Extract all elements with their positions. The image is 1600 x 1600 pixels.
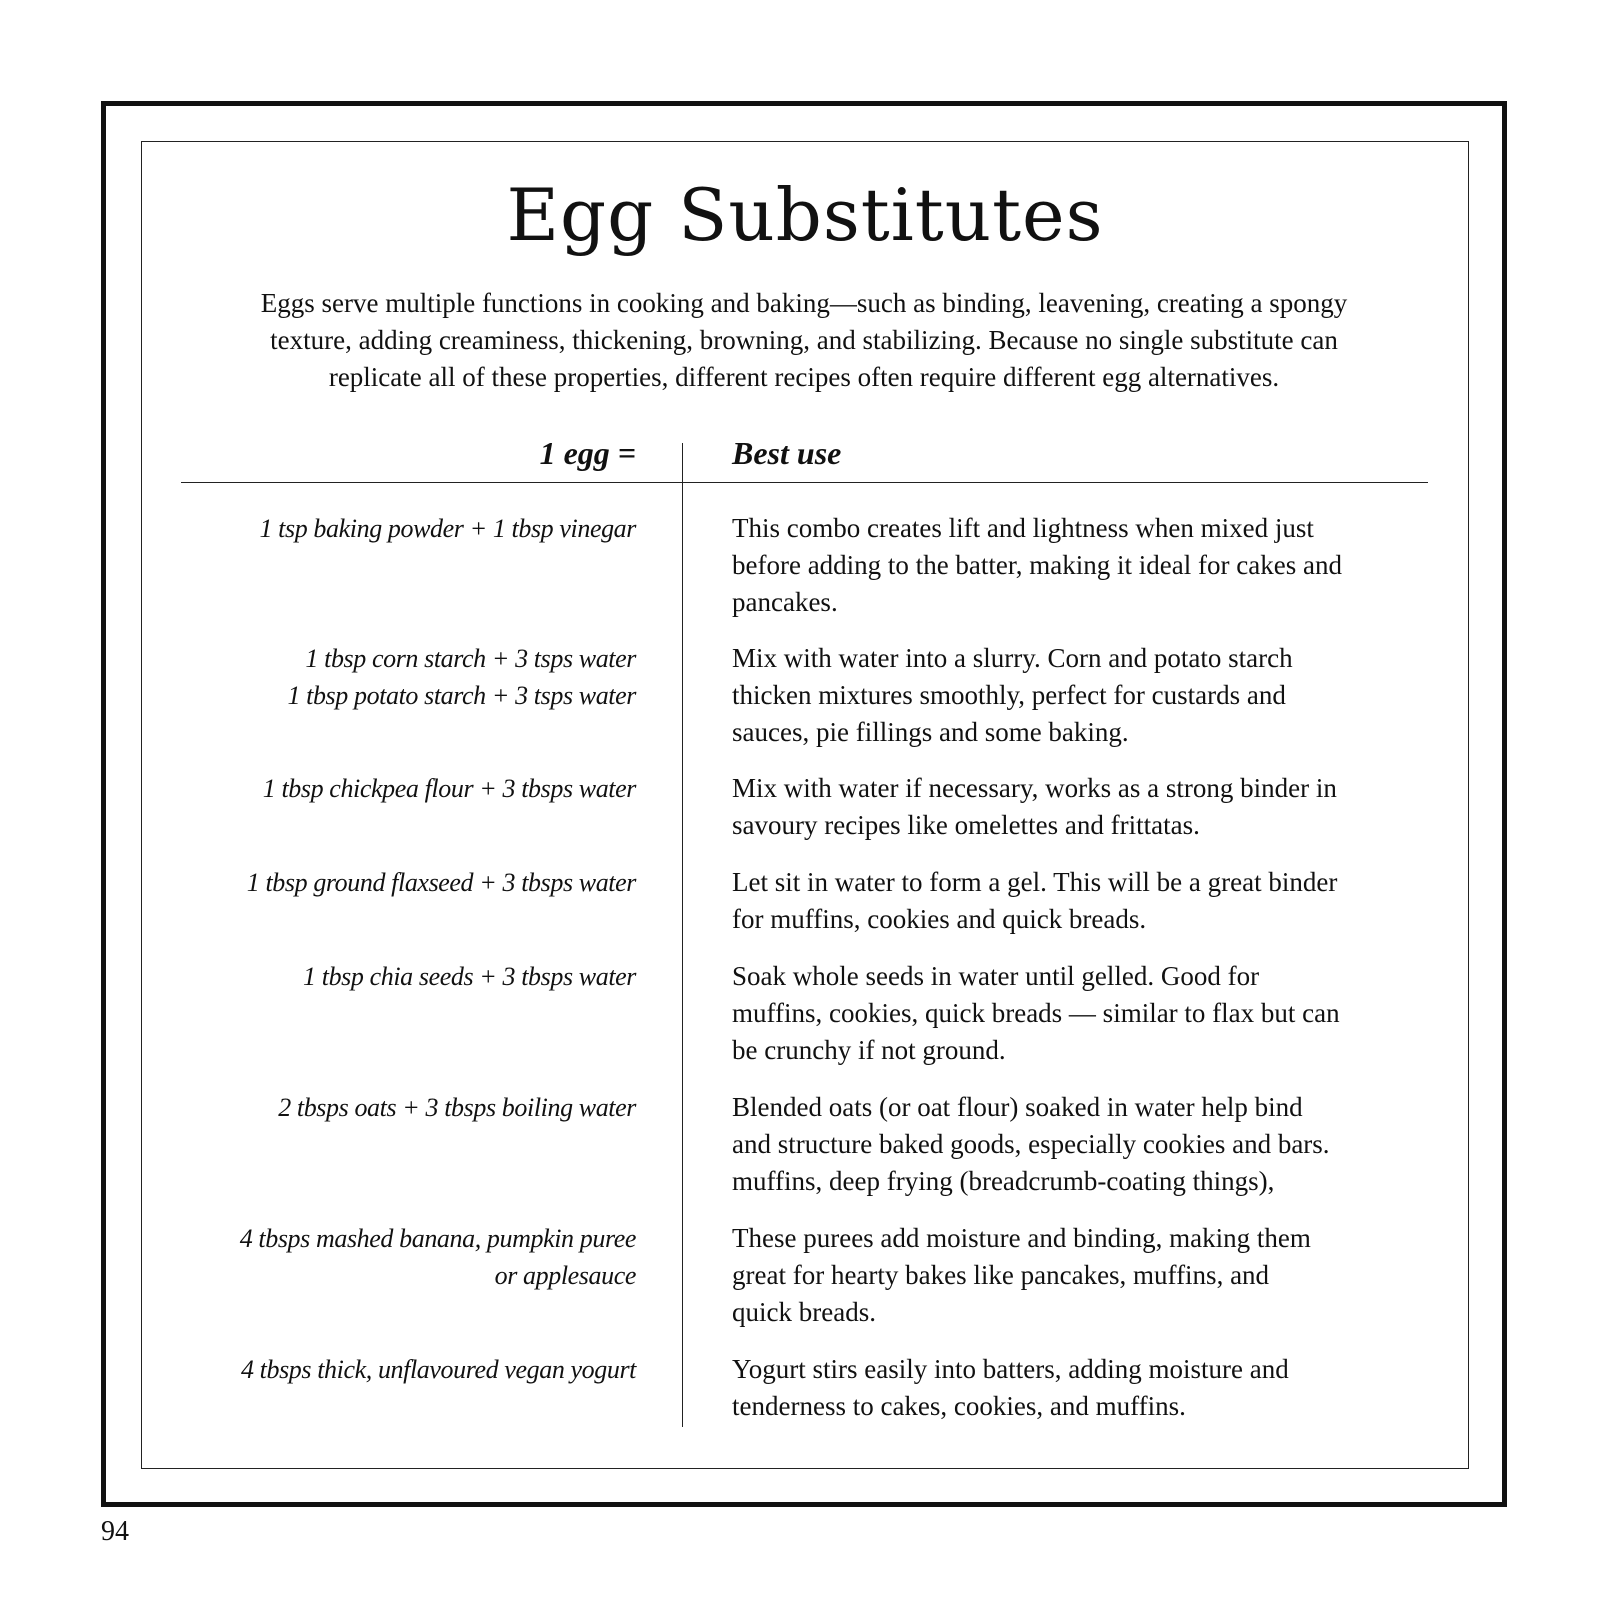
page-title: Egg Substitutes bbox=[506, 173, 1104, 257]
use-line: thicken mixtures smoothly, perfect for custards and bbox=[732, 680, 1286, 710]
quantity-line: 1 tbsp ground flaxseed + 3 tbsps water bbox=[246, 868, 636, 897]
use-line: for muffins, cookies and quick breads. bbox=[732, 904, 1147, 934]
page-number: 94 bbox=[101, 1516, 129, 1547]
quantity-line: 1 tbsp chickpea flour + 3 tbsps water bbox=[262, 774, 636, 803]
substitute-quantity bbox=[181, 1089, 636, 1126]
use-line: Blended oats (or oat flour) soaked in water help bind bbox=[732, 1092, 1303, 1122]
substitute-quantity bbox=[181, 510, 636, 547]
use-line: These purees add moisture and binding, making them bbox=[732, 1223, 1311, 1253]
intro-line: replicate all of these properties, different recipes often require different egg alternatives. bbox=[328, 362, 1280, 392]
quantity-line: 1 tsp baking powder + 1 tbsp vinegar bbox=[259, 514, 636, 543]
use-line: sauces, pie fillings and some baking. bbox=[732, 717, 1129, 747]
quantity-line: 2 tbsps oats + 3 tbsps boiling water bbox=[278, 1093, 636, 1122]
use-line: tenderness to cakes, cookies, and muffins. bbox=[732, 1391, 1186, 1421]
best-use-description bbox=[732, 1351, 1422, 1425]
use-line: be crunchy if not ground. bbox=[732, 1035, 1006, 1065]
best-use-description bbox=[732, 640, 1422, 751]
header-quantity: 1 egg = bbox=[539, 435, 636, 471]
substitute-quantity bbox=[181, 1351, 636, 1388]
use-line: pancakes. bbox=[732, 587, 838, 617]
quantity-line: 1 tbsp corn starch + 3 tsps water bbox=[305, 644, 636, 673]
use-line: Yogurt stirs easily into batters, adding moisture and bbox=[732, 1354, 1289, 1384]
best-use-description bbox=[732, 864, 1422, 938]
use-line: before adding to the batter, making it ideal for cakes and bbox=[732, 550, 1342, 580]
intro-line: Eggs serve multiple functions in cooking and baking—such as binding, leavening, creating a spongy bbox=[260, 288, 1348, 318]
use-line: Soak whole seeds in water until gelled. Good for bbox=[732, 961, 1260, 991]
intro-line: texture, adding creaminess, thickening, browning, and stabilizing. Because no single substitute can bbox=[270, 325, 1338, 355]
quantity-line: or applesauce bbox=[494, 1261, 636, 1290]
header-rule bbox=[181, 482, 1428, 483]
best-use-description bbox=[732, 770, 1422, 844]
use-line: and structure baked goods, especially cookies and bars. bbox=[732, 1129, 1330, 1159]
quantity-line: 1 tbsp chia seeds + 3 tbsps water bbox=[303, 962, 636, 991]
use-line: muffins, cookies, quick breads — similar to flax but can bbox=[732, 998, 1340, 1028]
substitute-quantity bbox=[181, 640, 636, 714]
use-line: Let sit in water to form a gel. This will be a great binder bbox=[732, 867, 1338, 897]
substitute-quantity bbox=[181, 864, 636, 901]
intro-paragraph bbox=[200, 285, 1408, 396]
use-line: great for hearty bakes like pancakes, muffins, and bbox=[732, 1260, 1270, 1290]
use-line: Mix with water if necessary, works as a strong binder in bbox=[732, 773, 1337, 803]
table-header bbox=[181, 428, 1428, 482]
substitute-quantity bbox=[181, 1220, 636, 1294]
use-line: savoury recipes like omelettes and frittatas. bbox=[732, 810, 1200, 840]
use-line: Mix with water into a slurry. Corn and potato starch bbox=[732, 643, 1293, 673]
use-line: muffins, deep frying (breadcrumb-coating things), bbox=[732, 1166, 1275, 1196]
best-use-description bbox=[732, 958, 1422, 1069]
best-use-description bbox=[732, 1220, 1422, 1331]
use-line: This combo creates lift and lightness when mixed just bbox=[732, 513, 1314, 543]
header-best-use: Best use bbox=[732, 435, 842, 471]
quantity-line: 4 tbsps thick, unflavoured vegan yogurt bbox=[240, 1355, 636, 1384]
column-divider bbox=[682, 443, 683, 1427]
best-use-description bbox=[732, 510, 1422, 621]
best-use-description bbox=[732, 1089, 1422, 1200]
substitute-quantity bbox=[181, 770, 636, 807]
use-line: quick breads. bbox=[732, 1297, 876, 1327]
quantity-line: 4 tbsps mashed banana, pumpkin puree bbox=[239, 1224, 636, 1253]
substitute-quantity bbox=[181, 958, 636, 995]
quantity-line: 1 tbsp potato starch + 3 tsps water bbox=[287, 681, 636, 710]
